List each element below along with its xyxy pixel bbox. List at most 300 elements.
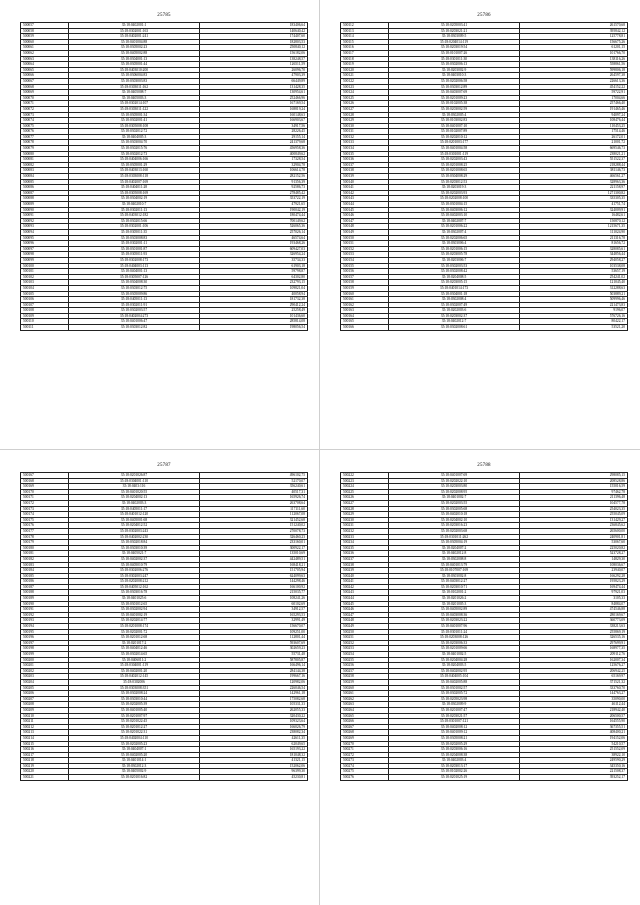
value-cell: 257466,40 bbox=[519, 101, 627, 107]
cadastral-number-cell: 35:18:0202005:29 bbox=[389, 741, 519, 747]
cadastral-number-cell: 35:18:0204012:52 bbox=[69, 523, 199, 529]
cadastral-number-cell: 35:18:0204002:10 bbox=[389, 517, 519, 523]
value-cell: 130954,61 bbox=[199, 90, 307, 96]
row-id-cell: 500269 bbox=[341, 735, 389, 741]
value-cell: 101766,70 bbox=[519, 50, 627, 56]
row-id-cell: 500235 bbox=[341, 545, 389, 551]
value-cell: 34917,56 bbox=[199, 123, 307, 129]
value-cell: 168418,21 bbox=[199, 562, 307, 568]
value-cell: 367355,51 bbox=[519, 724, 627, 730]
value-cell: 92586,73 bbox=[199, 185, 307, 191]
cadastral-number-cell: 35:18:0301011:30 bbox=[389, 56, 519, 62]
cadastral-number-cell: 35:18:0203003:80 bbox=[389, 484, 519, 490]
row-id-cell: 500185 bbox=[21, 573, 69, 579]
row-id-cell: 500225 bbox=[341, 489, 389, 495]
row-id-cell: 500092 bbox=[21, 218, 69, 224]
value-cell: 112067,08 bbox=[199, 512, 307, 518]
row-id-cell: 500135 bbox=[341, 151, 389, 157]
value-cell: 335305,35 bbox=[519, 196, 627, 202]
value-cell: 101436,60 bbox=[199, 313, 307, 319]
value-cell: 218942,40 bbox=[519, 707, 627, 713]
value-cell: 218288,44 bbox=[519, 162, 627, 168]
row-id-cell: 500145 bbox=[341, 207, 389, 213]
row-id-cell: 500140 bbox=[341, 179, 389, 185]
cadastral-number-cell: 35:18:0205023:98 bbox=[389, 696, 519, 702]
row-id-cell: 500077 bbox=[21, 134, 69, 140]
value-cell: 312288,63 bbox=[519, 285, 627, 291]
row-id-cell: 500101 bbox=[21, 269, 69, 275]
cadastral-number-cell: 35:18:0401005:40 bbox=[69, 707, 199, 713]
cadastral-number-cell: 35:18:0301011:262 bbox=[389, 534, 519, 540]
value-cell: 238082,34 bbox=[199, 730, 307, 736]
cadastral-number-cell: 35:18:0302008:4 bbox=[389, 297, 519, 303]
row-id-cell: 500100 bbox=[21, 263, 69, 269]
value-cell: 34912,57 bbox=[199, 607, 307, 613]
value-cell: 160148,63 bbox=[199, 112, 307, 118]
cadastral-number-cell: 35:18:0302008:24 bbox=[69, 691, 199, 697]
cadastral-number-cell: 35:18:0202005:23 bbox=[69, 741, 199, 747]
value-cell: 165193,22 bbox=[199, 747, 307, 753]
row-id-cell: 500261 bbox=[341, 691, 389, 697]
value-cell: 371521,32 bbox=[519, 679, 627, 685]
row-id-cell: 500211 bbox=[21, 719, 69, 725]
value-cell: 257026,14 bbox=[199, 229, 307, 235]
row-id-cell: 500270 bbox=[341, 741, 389, 747]
row-id-cell: 500214 bbox=[21, 735, 69, 741]
cadastral-number-cell: 35:18:0304001:18 bbox=[389, 291, 519, 297]
value-cell: 226046,54 bbox=[199, 685, 307, 691]
value-cell: 285814,08 bbox=[199, 319, 307, 325]
cadastral-number-cell: 35:18:0404003:113 bbox=[69, 263, 199, 269]
row-id-cell: 500128 bbox=[341, 112, 389, 118]
value-cell: 156670,07 bbox=[199, 624, 307, 630]
row-id-cell: 500083 bbox=[21, 168, 69, 174]
value-cell: 226613,36 bbox=[519, 78, 627, 84]
value-cell: 326954,24 bbox=[199, 252, 307, 258]
row-id-cell: 500219 bbox=[21, 763, 69, 769]
cadastral-number-cell: 35:18:0305002:23 bbox=[69, 45, 199, 51]
value-cell: 333760,70 bbox=[519, 685, 627, 691]
sheet-divider-vertical bbox=[319, 0, 320, 905]
row-id-cell: 500206 bbox=[21, 691, 69, 697]
value-cell: 551522,37 bbox=[519, 157, 627, 163]
row-id-cell: 500217 bbox=[21, 752, 69, 758]
row-id-cell: 500098 bbox=[21, 252, 69, 258]
cadastral-number-cell: 35:18:0203023:22 bbox=[389, 618, 519, 624]
cadastral-number-cell: 35:18:0102001:2 bbox=[389, 590, 519, 596]
cadastral-number-cell: 35:18:0202003:55 bbox=[389, 500, 519, 506]
cadastral-number-cell: 35:18:0302005:72 bbox=[389, 691, 519, 697]
value-cell: 206942,25 bbox=[519, 668, 627, 674]
row-id-cell: 500119 bbox=[341, 62, 389, 68]
cadastral-number-cell: 35:18:0203008:126 bbox=[389, 635, 519, 641]
row-id-cell: 500061 bbox=[21, 45, 69, 51]
cadastral-number-cell: 35:18:0303003:83 bbox=[69, 78, 199, 84]
row-id-cell: 500129 bbox=[341, 118, 389, 124]
cadastral-number-cell: 35:18:0302009:9 bbox=[389, 702, 519, 708]
row-id-cell: 500252 bbox=[341, 640, 389, 646]
cadastral-number-cell: 35:18:0302003:53 bbox=[389, 263, 519, 269]
row-id-cell: 500114 bbox=[341, 34, 389, 40]
cadastral-number-cell: 35:18:0202010:12 bbox=[389, 134, 519, 140]
value-cell: 61903,18 bbox=[199, 263, 307, 269]
cadastral-number-cell: 35:18:0303009:5 bbox=[389, 34, 519, 40]
row-id-cell: 500159 bbox=[341, 285, 389, 291]
cadastral-number-cell: 35:18:0202008:95 bbox=[389, 489, 519, 495]
cadastral-number-cell: 35:18:0302003:247 bbox=[69, 573, 199, 579]
cadastral-number-cell: 35:18:0305007:126 bbox=[69, 274, 199, 280]
cadastral-number-cell: 35:18:0201009:23 bbox=[389, 95, 519, 101]
row-id-cell: 500234 bbox=[341, 540, 389, 546]
cadastral-number-cell: 35:18:0203016:23 bbox=[389, 523, 519, 529]
cadastral-number-cell: 35:18:0304002:19 bbox=[69, 196, 199, 202]
value-cell: 166100,92 bbox=[199, 584, 307, 590]
cadastral-number-cell: 35:18:0303016:78 bbox=[69, 590, 199, 596]
row-id-cell: 500207 bbox=[21, 696, 69, 702]
value-cell: 155016,59 bbox=[519, 484, 627, 490]
value-cell: 700149,62 bbox=[199, 218, 307, 224]
value-cell: 106614,78 bbox=[199, 168, 307, 174]
row-id-cell: 500253 bbox=[341, 646, 389, 652]
value-cell: 221508,37 bbox=[519, 769, 627, 775]
row-id-cell: 500178 bbox=[21, 534, 69, 540]
row-id-cell: 500250 bbox=[341, 629, 389, 635]
value-cell: 166903,67 bbox=[199, 118, 307, 124]
row-id-cell: 500188 bbox=[21, 590, 69, 596]
row-id-cell: 500266 bbox=[341, 719, 389, 725]
cadastral-number-cell: 35:18:0302008:8 bbox=[389, 556, 519, 562]
row-id-cell: 500196 bbox=[21, 635, 69, 641]
value-cell: 233160,01 bbox=[199, 540, 307, 546]
row-id-cell: 500205 bbox=[21, 685, 69, 691]
cadastral-number-cell: 35:18:0402005:88 bbox=[389, 679, 519, 685]
value-cell: 169474,44 bbox=[519, 584, 627, 590]
row-id-cell: 500183 bbox=[21, 562, 69, 568]
value-cell: 221158,97 bbox=[519, 185, 627, 191]
value-cell: 97921,03 bbox=[519, 590, 627, 596]
row-id-cell: 500195 bbox=[21, 629, 69, 635]
value-cell: 225020,82 bbox=[519, 545, 627, 551]
cadastral-number-cell: 35:18:0303010:44 bbox=[69, 696, 199, 702]
cadastral-number-cell: 35:18:0305008:108 bbox=[69, 123, 199, 129]
row-id-cell: 500067 bbox=[21, 78, 69, 84]
row-id-cell: 500242 bbox=[341, 584, 389, 590]
cadastral-number-cell: 35:18:0301011:24 bbox=[389, 629, 519, 635]
row-id-cell: 500079 bbox=[21, 146, 69, 152]
value-cell: 59798,87 bbox=[199, 269, 307, 275]
row-id-cell: 500065 bbox=[21, 67, 69, 73]
row-id-cell: 500151 bbox=[341, 241, 389, 247]
value-cell: 282152,56 bbox=[199, 174, 307, 180]
cadastral-number-cell: 35:18:0403012:182 bbox=[69, 213, 199, 219]
value-cell: 165926,74 bbox=[199, 495, 307, 501]
row-id-cell: 500076 bbox=[21, 129, 69, 135]
row-id-cell: 500276 bbox=[341, 775, 389, 781]
value-cell: 66449,89 bbox=[199, 78, 307, 84]
value-cell: 41751,74 bbox=[519, 202, 627, 208]
row-id-cell: 500137 bbox=[341, 162, 389, 168]
row-id-cell: 500081 bbox=[21, 157, 69, 163]
cadastral-number-cell: 35:18:0405011:13 bbox=[69, 297, 199, 303]
row-id-cell: 500112 bbox=[341, 23, 389, 29]
cadastral-number-cell: 35:18:0402012:7 bbox=[389, 319, 519, 325]
row-id-cell: 500136 bbox=[341, 157, 389, 163]
row-id-cell: 500106 bbox=[21, 297, 69, 303]
cadastral-number-cell: 35:18:0102002:26 bbox=[389, 769, 519, 775]
cadastral-number-cell: 35:18:0402004:110 bbox=[69, 735, 199, 741]
row-id-cell: 500138 bbox=[341, 168, 389, 174]
row-id-cell: 500204 bbox=[21, 679, 69, 685]
row-id-cell: 500209 bbox=[21, 707, 69, 713]
value-cell: 97462,78 bbox=[519, 489, 627, 495]
value-cell: 263708,64 bbox=[199, 500, 307, 506]
cadastral-number-cell: 35:18:0203006:7 bbox=[389, 257, 519, 263]
cadastral-number-cell: 35:18:0402007:169 bbox=[69, 179, 199, 185]
cadastral-number-cell: 35:18:0305009:86 bbox=[69, 291, 199, 297]
row-id-cell: 500215 bbox=[21, 741, 69, 747]
cadastral-number-cell: 35:18:0305001:29 bbox=[69, 162, 199, 168]
cadastral-number-cell: 35:18:0302011:13 bbox=[69, 207, 199, 213]
value-cell: 208528,86 bbox=[519, 478, 627, 484]
row-id-cell: 500073 bbox=[21, 112, 69, 118]
cadastral-number-cell: 35:18:0401007:10 bbox=[389, 123, 519, 129]
cadastral-number-cell: 35:18:0404001:13 bbox=[69, 269, 199, 275]
cadastral-number-cell: 35:18:0404005:3 bbox=[69, 134, 199, 140]
cadastral-number-cell: 35:18:0405012:162 bbox=[69, 584, 199, 590]
cadastral-number-cell: 35:18:0402001:241 bbox=[69, 34, 199, 40]
cadastral-number-cell: 35:18:0201008:65 bbox=[389, 168, 519, 174]
cadastral-number-cell: 35:18:0302015:76 bbox=[69, 146, 199, 152]
row-id-cell: 500116 bbox=[341, 45, 389, 51]
row-id-cell: 500068 bbox=[21, 84, 69, 90]
row-id-cell: 500099 bbox=[21, 257, 69, 263]
cadastral-number-cell: 35:18:0202005:39 bbox=[69, 702, 199, 708]
cadastral-number-cell: 35:18:0403007:69 bbox=[389, 90, 519, 96]
value-cell: 47903,39 bbox=[199, 73, 307, 79]
cadastral-number-cell: 35:18:0305008:21 bbox=[389, 735, 519, 741]
value-cell: 120982,06 bbox=[199, 679, 307, 685]
cadastral-number-cell: 35:18:0302012:73 bbox=[69, 151, 199, 157]
cadastral-number-cell: 35:18:0301002:57 bbox=[389, 685, 519, 691]
cadastral-number-cell: 35:18:0403010:200 bbox=[69, 67, 199, 73]
cadastral-number-cell: 35:18:0405002:89 bbox=[389, 607, 519, 613]
value-cell: 121045,40 bbox=[519, 280, 627, 286]
page-panel-3 bbox=[20, 463, 308, 781]
row-id-cell: 500173 bbox=[21, 506, 69, 512]
value-cell: 523728,27 bbox=[519, 551, 627, 557]
cadastral-number-cell: 35:18:0302006:276 bbox=[69, 568, 199, 574]
value-cell: 25258,49 bbox=[199, 308, 307, 314]
page-panel-4 bbox=[340, 463, 628, 781]
row-id-cell: 500071 bbox=[21, 101, 69, 107]
row-id-cell: 500259 bbox=[341, 679, 389, 685]
row-id-cell: 500150 bbox=[341, 235, 389, 241]
value-cell: 32991,49 bbox=[199, 618, 307, 624]
value-cell: 254023,35 bbox=[519, 506, 627, 512]
cadastral-number-cell: 35:18:0204014:119 bbox=[389, 39, 519, 45]
cadastral-number-cell: 35:18:0406011:2 bbox=[69, 657, 199, 663]
value-cell: 255869,19 bbox=[519, 629, 627, 635]
cadastral-number-cell: 35:18:0102007:89 bbox=[389, 129, 519, 135]
row-id-cell: 500245 bbox=[341, 601, 389, 607]
row-id-cell: 500244 bbox=[341, 596, 389, 602]
cadastral-number-cell: 35:18:0304008:29 bbox=[389, 174, 519, 180]
cadastral-number-cell: 35:18:0203019:54 bbox=[389, 45, 519, 51]
cadastral-number-cell: 35:18:0405008:7 bbox=[69, 90, 199, 96]
row-id-cell: 500132 bbox=[341, 134, 389, 140]
cadastral-number-cell: 35:18:0401004:58 bbox=[389, 146, 519, 152]
row-id-cell: 500247 bbox=[341, 612, 389, 618]
row-id-cell: 500152 bbox=[341, 246, 389, 252]
cadastral-number-cell: 35:18:0302006:13 bbox=[389, 62, 519, 68]
value-cell: 381146,73 bbox=[519, 168, 627, 174]
value-cell: 454152,22 bbox=[519, 84, 627, 90]
row-id-cell: 500158 bbox=[341, 280, 389, 286]
cadastral-number-cell: 35:18:0302012:72 bbox=[69, 129, 199, 135]
value-cell: 290412,24 bbox=[199, 302, 307, 308]
row-id-cell: 500096 bbox=[21, 241, 69, 247]
cadastral-number-cell: 35:18:0303008:83 bbox=[69, 235, 199, 241]
row-id-cell: 500149 bbox=[341, 229, 389, 235]
value-cell: 241379,68 bbox=[199, 140, 307, 146]
cadastral-number-cell: 35:18:0203006:16 bbox=[389, 747, 519, 753]
row-id-cell: 500240 bbox=[341, 573, 389, 579]
row-id-cell: 500126 bbox=[341, 101, 389, 107]
row-id-cell: 500184 bbox=[21, 568, 69, 574]
cadastral-number-cell: 35:18:0203013:17 bbox=[389, 763, 519, 769]
cadastral-number-cell: 35:18:0302002:94 bbox=[69, 607, 199, 613]
value-cell: 46574,64 bbox=[199, 235, 307, 241]
value-cell: 265600,00 bbox=[519, 528, 627, 534]
cadastral-number-cell: 35:18:0305011:93 bbox=[69, 252, 199, 258]
row-id-cell: 500109 bbox=[21, 313, 69, 319]
cadastral-number-cell: 35:18:0402003:3 bbox=[69, 500, 199, 506]
row-id-cell: 500141 bbox=[341, 185, 389, 191]
value-cell: 138248,57 bbox=[199, 56, 307, 62]
value-cell: 238021,21 bbox=[519, 151, 627, 157]
cadastral-number-cell: 35:18:0302015:66 bbox=[69, 218, 199, 224]
cadastral-number-cell: 35:18:0401007:96 bbox=[389, 624, 519, 630]
cadastral-number-cell: 35:18:0401006:47 bbox=[69, 319, 199, 325]
value-cell: 38922,10 bbox=[519, 752, 627, 758]
value-cell: 264597,38 bbox=[519, 73, 627, 79]
row-id-cell: 500212 bbox=[21, 724, 69, 730]
cadastral-number-cell: 35:18:0303012:82 bbox=[69, 325, 199, 331]
cadastral-number-cell: 35:18:0202001:72 bbox=[69, 629, 199, 635]
value-cell: 240901,81 bbox=[519, 534, 627, 540]
value-cell: 298085,15 bbox=[519, 473, 627, 479]
row-id-cell: 500275 bbox=[341, 769, 389, 775]
cadastral-number-cell: 35:18:0401025:6 bbox=[69, 596, 199, 602]
value-cell: 109323,64 bbox=[199, 719, 307, 725]
cadastral-number-cell: 35:18:0401004:88 bbox=[69, 39, 199, 45]
value-cell: 168819,24 bbox=[199, 106, 307, 112]
cadastral-number-cell: 35:18:0302008:173 bbox=[69, 257, 199, 263]
cadastral-number-cell: 35:18:0401002:19 bbox=[69, 612, 199, 618]
cadastral-number-cell: 35:18:0202006:58 bbox=[389, 78, 519, 84]
value-cell: 126511,59 bbox=[199, 62, 307, 68]
row-id-cell: 500110 bbox=[21, 319, 69, 325]
cadastral-number-cell: 35:18:0203002:59 bbox=[389, 106, 519, 112]
row-id-cell: 500199 bbox=[21, 652, 69, 658]
row-id-cell: 500153 bbox=[341, 252, 389, 258]
value-cell: 46112,44 bbox=[519, 702, 627, 708]
cadastral-number-cell: 35:18:0402004:273 bbox=[69, 313, 199, 319]
cadastral-number-cell: 35:18:0201006:22 bbox=[389, 224, 519, 230]
row-id-cell: 500193 bbox=[21, 618, 69, 624]
value-cell: 297699,91 bbox=[519, 640, 627, 646]
value-cell: 326535,16 bbox=[519, 635, 627, 641]
value-cell: 221473,83 bbox=[519, 302, 627, 308]
cadastral-number-cell: 35:18:0402012:145 bbox=[69, 674, 199, 680]
value-cell: 110453,25 bbox=[519, 123, 627, 129]
value-cell: 558861,56 bbox=[519, 62, 627, 68]
value-cell: 65169,97 bbox=[519, 674, 627, 680]
row-id-cell: 500167 bbox=[21, 473, 69, 479]
row-id-cell: 500273 bbox=[341, 758, 389, 764]
cadastral-number-cell: 35:18:0203005:15 bbox=[389, 280, 519, 286]
value-cell: 61201,15 bbox=[519, 45, 627, 51]
row-id-cell: 500080 bbox=[21, 151, 69, 157]
value-cell: 103538,08 bbox=[519, 263, 627, 269]
cadastral-number-cell: 35:18:0401013:79 bbox=[389, 562, 519, 568]
row-id-cell: 500171 bbox=[21, 495, 69, 501]
cadastral-number-cell: 35:18:0302006 bbox=[69, 679, 199, 685]
cadastral-number-cell: 35:18:0203021:21 bbox=[389, 28, 519, 34]
row-id-cell: 500155 bbox=[341, 263, 389, 269]
row-id-cell: 500216 bbox=[21, 747, 69, 753]
row-id-cell: 500069 bbox=[21, 90, 69, 96]
cadastral-number-cell: 35:18:0302012:3 bbox=[69, 763, 199, 769]
value-cell: 26172,01 bbox=[519, 134, 627, 140]
row-id-cell: 500271 bbox=[341, 747, 389, 753]
cadastral-number-cell: 35:18:0302008:61 bbox=[389, 325, 519, 331]
page-title: 25787 bbox=[157, 463, 171, 468]
cadastral-number-cell: 35:18:0402002:230 bbox=[69, 534, 199, 540]
row-id-cell: 500191 bbox=[21, 607, 69, 613]
cadastral-number-cell: 35:18:0401014:1 bbox=[69, 758, 199, 764]
row-id-cell: 500251 bbox=[341, 635, 389, 641]
value-cell: 254241,02 bbox=[519, 274, 627, 280]
row-id-cell: 500233 bbox=[341, 534, 389, 540]
value-cell: 108476,44 bbox=[519, 118, 627, 124]
cadastral-number-cell: 35:18:0303011:122 bbox=[69, 106, 199, 112]
value-cell: 195823,29 bbox=[519, 579, 627, 585]
row-id-cell: 500087 bbox=[21, 190, 69, 196]
value-cell: 232793,15 bbox=[199, 280, 307, 286]
cadastral-number-cell: 35:18:0202022:10 bbox=[389, 478, 519, 484]
row-id-cell: 500169 bbox=[21, 484, 69, 490]
value-cell: 111024,90 bbox=[519, 229, 627, 235]
value-cell: 211396,48 bbox=[519, 495, 627, 501]
value-cell: 131429,27 bbox=[519, 517, 627, 523]
value-cell: 108241,26 bbox=[199, 596, 307, 602]
cadastral-number-cell: 35:18:0107007:169 bbox=[389, 568, 519, 574]
value-cell: 9196,07 bbox=[519, 308, 627, 314]
cadastral-number-cell: 35:18:0403006:12 bbox=[389, 207, 519, 213]
cadastral-number-cell: 35:18:0202008:100 bbox=[389, 196, 519, 202]
value-cell: 165293,53 bbox=[199, 612, 307, 618]
value-cell: 250840,12 bbox=[199, 45, 307, 51]
row-id-cell: 500139 bbox=[341, 174, 389, 180]
row-id-cell: 500262 bbox=[341, 696, 389, 702]
value-cell: 45230,81 bbox=[199, 775, 307, 781]
value-cell: 96399,30 bbox=[199, 769, 307, 775]
value-cell: 152062,06 bbox=[199, 763, 307, 769]
row-id-cell: 500146 bbox=[341, 213, 389, 219]
value-cell: 193468,26 bbox=[199, 241, 307, 247]
row-id-cell: 500059 bbox=[21, 34, 69, 40]
